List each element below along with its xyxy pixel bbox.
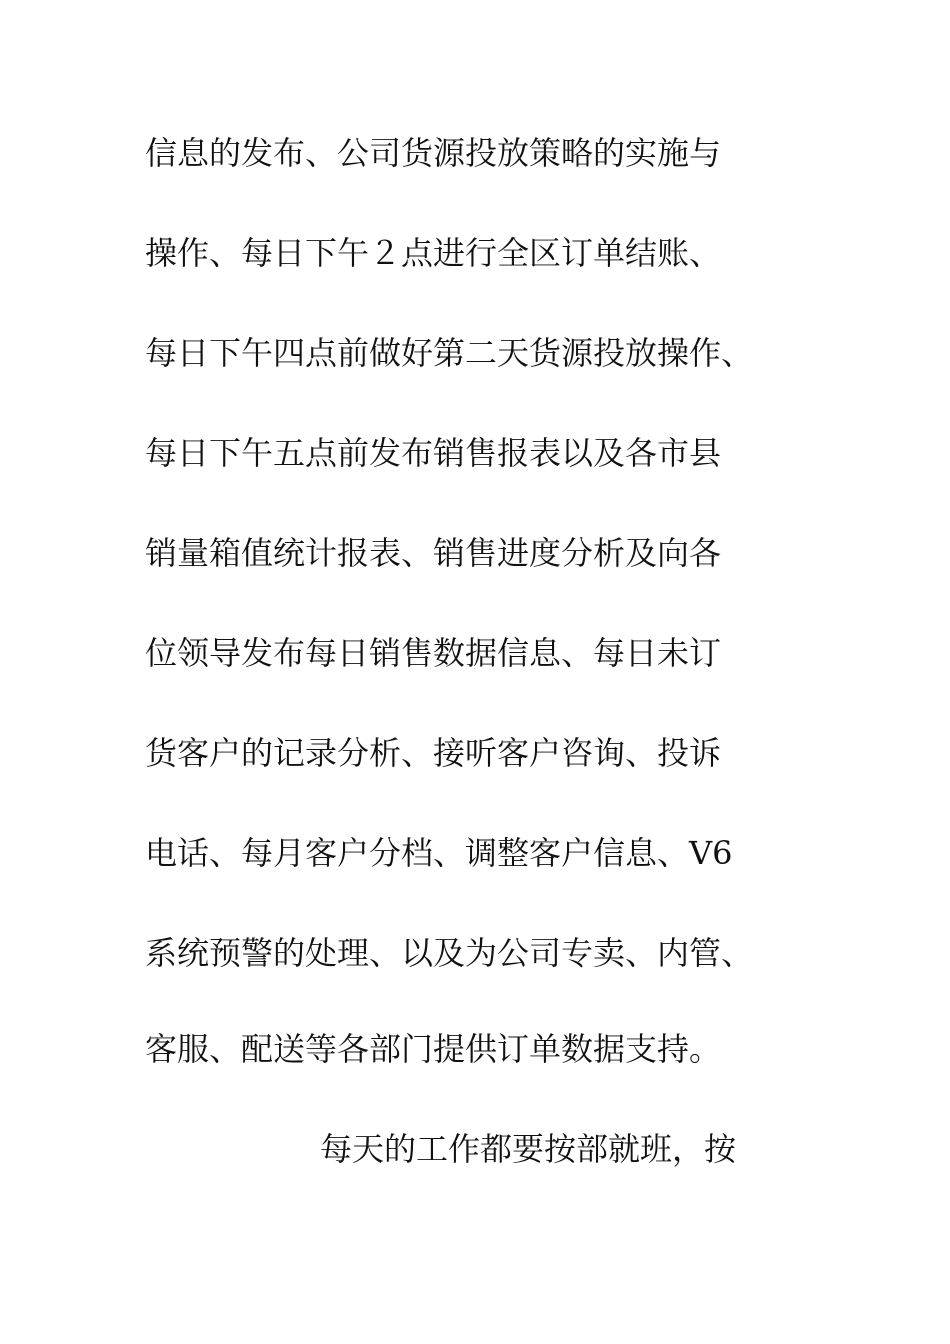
paragraph-line-10: 客服、配送等各部门提供订单数据支持。 [145,1030,722,1068]
paragraph-line-4: 每日下午五点前发布销售报表以及各市县 [145,434,722,472]
paragraph-line-2: 操作、每日下午２点进行全区订单结账、 [145,234,722,272]
paragraph-line-7: 货客户的记录分析、接听客户咨询、投诉 [145,734,722,772]
paragraph-line-8: 电话、每月客户分档、调整客户信息、V6 [145,834,733,872]
paragraph-line-1: 信息的发布、公司货源投放策略的实施与 [145,134,722,172]
paragraph-2-line-1: 每天的工作都要按部就班，按 [320,1130,737,1168]
paragraph-line-6: 位领导发布每日销售数据信息、每日未订 [145,634,722,672]
paragraph-line-5: 销量箱值统计报表、销售进度分析及向各 [145,534,722,572]
paragraph-line-9: 系统预警的处理、以及为公司专卖、内管、 [145,934,754,972]
paragraph-line-3: 每日下午四点前做好第二天货源投放操作、 [145,334,754,372]
